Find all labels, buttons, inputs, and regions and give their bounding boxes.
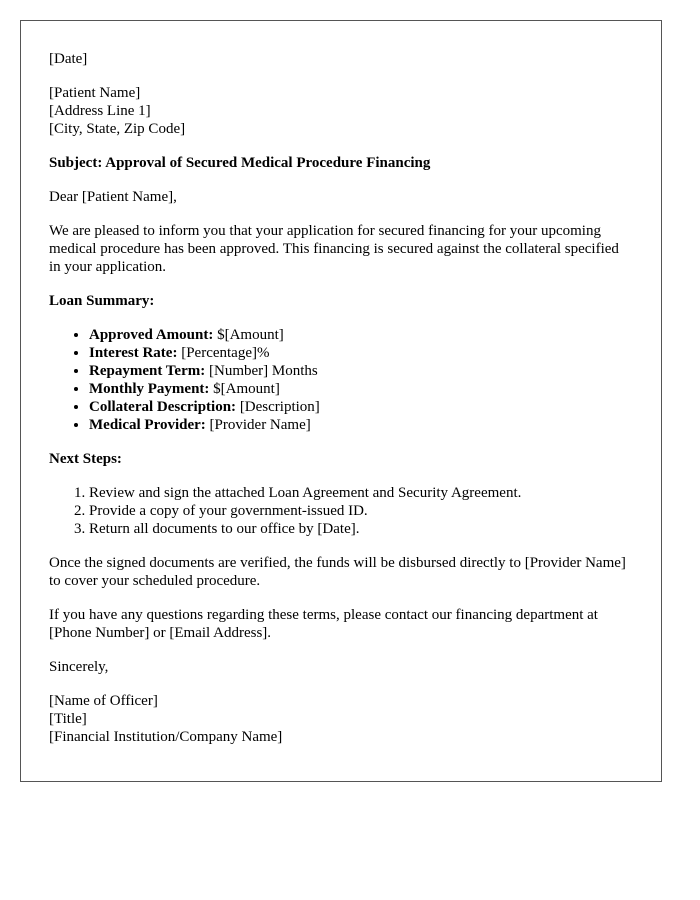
recipient-address	[49, 84, 633, 138]
next-steps-heading: Next Steps:	[49, 451, 122, 467]
next-step-item: 3. Return all documents to our office by [Date].	[89, 520, 633, 538]
loan-summary-value: $[Amount]	[209, 381, 280, 397]
loan-summary-value: [Number] Months	[205, 363, 318, 379]
loan-summary-label: Monthly Payment:	[89, 381, 210, 397]
signature-officer-name: [Name of Officer]	[49, 693, 158, 709]
contact-paragraph: If you have any questions regarding these terms, please contact our financing department at [Phone Number] or [Email Address].	[49, 607, 598, 641]
loan-summary-value: [Provider Name]	[205, 417, 311, 433]
loan-summary-item	[89, 380, 633, 398]
letter-closing: Sincerely,	[49, 659, 109, 675]
next-step-item: 1. Review and sign the attached Loan Agreement and Security Agreement.	[89, 484, 633, 502]
disbursement-paragraph: Once the signed documents are verified, the funds will be disbursed directly to [Provider Name] to cover your scheduled procedure.	[49, 555, 626, 589]
loan-summary-list	[49, 326, 633, 434]
loan-summary-item	[89, 326, 633, 344]
signature-block	[49, 692, 633, 746]
signature-title: [Title]	[49, 711, 87, 727]
signature-company: [Financial Institution/Company Name]	[49, 729, 283, 745]
letter-page	[20, 20, 662, 782]
loan-summary-item	[89, 398, 633, 416]
loan-summary-label: Medical Provider:	[89, 417, 206, 433]
loan-summary-label: Interest Rate:	[89, 345, 178, 361]
next-step-item: 2. Provide a copy of your government-issued ID.	[89, 502, 633, 520]
loan-summary-label: Approved Amount:	[89, 327, 214, 343]
loan-summary-value: [Description]	[236, 399, 320, 415]
recipient-city-state-zip: [City, State, Zip Code]	[49, 121, 186, 137]
loan-summary-heading: Loan Summary:	[49, 293, 155, 309]
letter-subject: Subject: Approval of Secured Medical Procedure Financing	[49, 155, 431, 171]
letter-date: [Date]	[49, 51, 88, 67]
recipient-name: [Patient Name]	[49, 85, 141, 101]
loan-summary-value: [Percentage]%	[177, 345, 270, 361]
loan-summary-value: $[Amount]	[213, 327, 284, 343]
recipient-address-line1: [Address Line 1]	[49, 103, 151, 119]
letter-salutation: Dear [Patient Name],	[49, 189, 177, 205]
loan-summary-item	[89, 344, 633, 362]
letter-intro: We are pleased to inform you that your application for secured financing for your upcoming medical procedure has been approved. This financing is secured against the collateral specified in your application.	[49, 223, 619, 275]
loan-summary-label: Repayment Term:	[89, 363, 206, 379]
loan-summary-item	[89, 416, 633, 434]
loan-summary-item	[89, 362, 633, 380]
next-steps-list	[49, 484, 633, 538]
loan-summary-label: Collateral Description:	[89, 399, 237, 415]
